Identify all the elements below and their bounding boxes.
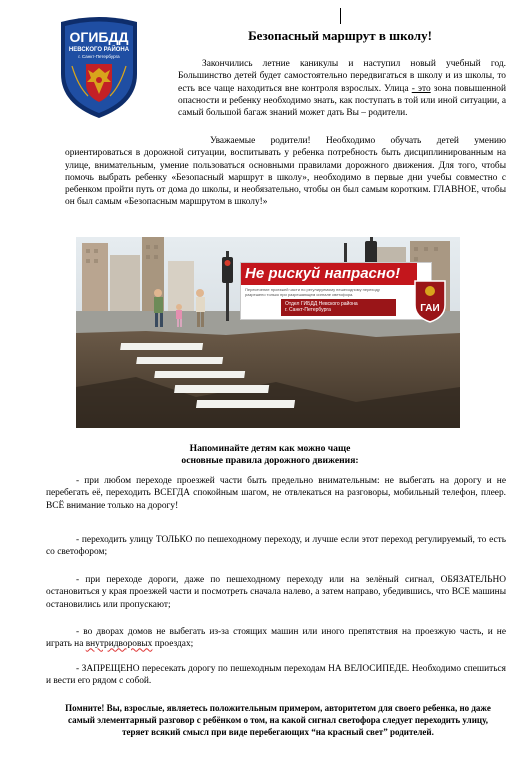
warning-banner <box>240 262 440 320</box>
rule-item: - при переходе дороги, даже по пешеходному переходу или на зелёный сигнал, ОБЯЗАТЕЛЬНО остановиться у края проезжей части и посмотреть сначала налево, а затем направо, убедившись, что ВСЕ машины остановились или пропускают; <box>46 575 506 610</box>
rule-item: - переходить улицу ТОЛЬКО по пешеходному переходу, и лучше если этот переход регулируемый, то есть со светофором; <box>46 535 506 558</box>
rule-item: - при любом переходе проезжей части быть предельно внимательным: не выбегать на дорогу и не перебегать её, переходить ВСЕГДА спокойным шагом, не отвлекаться на разговоры, мобильный телефон, плеер. ВСЁ внимание только на дорогу! <box>46 476 506 511</box>
intro-paragraph: Закончились летние каникулы и наступил новый учебный год. Большинство детей будет самостоятельно передвигаться в школу и из школы, то есть все чаще находиться вне контроля взрослых. Улица - это зона повышенной опасности и ребенку необходимо знать, как поступать в той или иной ситуации, а самый большой багаж знаний может дать Вы – родители. <box>178 59 506 119</box>
gai-shield-icon <box>413 277 447 323</box>
page-title: Безопасный маршрут в школу! <box>248 28 432 43</box>
ogibdd-emblem <box>58 16 140 120</box>
emblem-city: г. Санкт-Петербурга <box>78 54 120 59</box>
spellcheck-word: внутридворовых <box>85 639 153 650</box>
shield-emblem-icon <box>58 16 140 120</box>
emblem-subtitle: НЕВСКОГО РАЙОНА <box>68 47 130 53</box>
rule-item: - ЗАПРЕЩЕНО пересекать дорогу по пешеходным переходам НА ВЕЛОСИПЕДЕ. Необходимо спешиться и вести его рядом с собой. <box>46 664 506 687</box>
rule-item: - во дворах домов не выбегать из-за стоящих машин или иного препятствия на проезжую часть, и не играть на внутридворовых проездах; <box>46 627 506 650</box>
rules-heading: Напоминайте детям как можно чаще основные правила дорожного движения: <box>181 443 359 466</box>
gai-badge <box>413 277 453 321</box>
emblem-title: ОГИБДД <box>69 29 129 45</box>
banner-department: Отдел ГИБДД Невского района г. Санкт-Петербурга <box>281 299 396 316</box>
badge-label: ГАИ <box>420 303 440 314</box>
banner-headline: Не рискуй напрасно! <box>241 263 417 285</box>
parents-paragraph: Уважаемые родители! Необходимо обучать детей умению ориентироваться в дорожной ситуации, воспитывать у ребенка потребность быть дисциплинированным на улице, внимательным, умение пользоваться основными правилами дорожного движения. Для того, чтобы помочь выбрать ребенку «Безопасный маршрут в школу», необходимо в первые дни учебы совместно с ребенком пройти путь от дома до школы, и необязательно, чтобы он был самым коротким. ГЛАВНОЕ, чтобы он был самым «Безопасным маршрутом в школу!» <box>65 136 506 208</box>
road-safety-illustration <box>76 237 460 428</box>
intro-underlined: - это <box>411 83 431 94</box>
closing-paragraph: Помните! Вы, взрослые, являетесь положительным примером, авторитетом для своего ребенка, но даже самый элементарный разговор с ребёнком о том, на какой сигнал светофора следует переходить улицу, теряет всякий смысл при виде перебегающих “на красный свет” родителей. <box>65 703 491 738</box>
banner-subtext: Пересечение проезжей части по регулируемому пешеходному переходу разрешено только при разрешающем сигнале светофора. <box>245 287 380 297</box>
text-cursor <box>340 8 341 24</box>
